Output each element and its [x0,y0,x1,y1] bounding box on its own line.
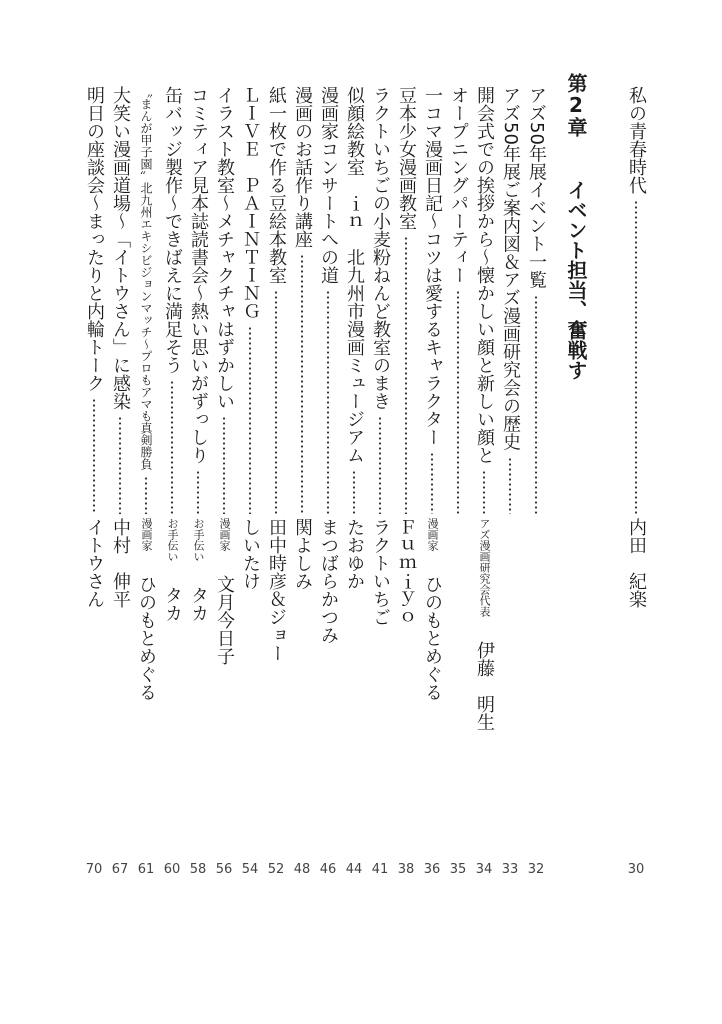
page-number: 38 [397,862,415,877]
page-number: 61 [137,862,155,877]
entry-main [290,86,314,516]
entry-author [316,518,340,644]
entry-author [238,518,262,590]
author-name: タカ [188,586,209,622]
toc-entry [264,86,288,806]
page-number: 41 [371,862,389,877]
author-name: 内田 紀楽 [626,518,647,608]
toc-entry [82,86,106,806]
author-role: アズ漫画研究会代表 [478,518,491,617]
toc-entry [420,86,444,806]
author-name: しいたけ [240,518,261,590]
entry-title: 紙一枚で作る豆絵本教室 [266,86,287,284]
entry-author [368,518,392,626]
entry-main [160,86,184,516]
author-name: たおゆか [344,518,365,590]
entry-main [394,86,418,516]
page-number: 36 [423,862,441,877]
leader-dots [508,457,512,514]
entry-title: イラスト教室～メチャクチャはずかしい [214,86,235,410]
leader-dots [352,470,356,514]
entry-title: 缶バッジ製作～できばえに満足そう [162,86,183,374]
entry-author [624,518,648,608]
leader-dots [534,295,538,514]
leader-dots [456,290,460,514]
entry-title: 漫画家コンサートへの道 [318,86,339,284]
entry-title: オープニングパーティー [448,86,469,284]
entry-main [316,86,340,516]
author-name: 田中時彦＆ジョー [266,518,287,662]
page-number: 56 [215,862,233,877]
entry-author [472,518,496,731]
page-number: 48 [293,862,311,877]
leader-dots [92,398,96,514]
page-number: 33 [501,862,519,877]
leader-dots [274,290,278,514]
entry-main [446,86,470,516]
leader-dots [482,470,486,514]
entry-main [186,86,210,516]
author-name: ラクトいちご [370,518,391,626]
author-name: まつばらかつみ [318,518,339,644]
page-number: 34 [475,862,493,877]
entry-main [472,86,496,516]
entry-main [342,86,366,516]
entry-author [342,518,366,590]
entry-main [420,86,444,516]
entry-title: アズ50年展イベント一覧 [526,86,547,289]
author-name: 文月今日子 [214,575,235,665]
entry-title: 漫画のお話作り講座 [292,86,313,248]
author-role: 漫画家 [140,518,153,551]
page-number: 46 [319,862,337,877]
entry-title: 似顔絵教室 ｉｎ 北九州市漫画ミュージアム [344,86,365,464]
entry-title: 一コマ漫画日記～コツは愛するキャラクター [422,86,443,446]
leader-dots [248,326,252,514]
entry-main [238,86,262,516]
entry-title: 私の青春時代 [626,86,647,194]
leader-dots [300,254,304,514]
chapter-title: イベント担当、奮戦す [564,179,588,380]
entry-main [108,86,132,516]
leader-dots [170,380,174,514]
toc-entry [238,86,262,806]
entry-author [186,518,210,622]
leader-dots [404,236,408,514]
entry-author [82,518,106,608]
entry-main [264,86,288,516]
toc-entry [290,86,314,806]
toc-entry [368,86,392,806]
entry-author [264,518,288,662]
entry-title: アズ50年展ご案内図＆アズ漫画研究会の歴史 [500,86,521,451]
entry-main [498,86,522,516]
leader-dots [634,200,638,514]
entry-author [212,518,236,665]
author-role: お手伝い [192,518,205,562]
entry-title: ＬＩＶＥ ＰＡＩＮＴＩＮＧ [240,86,261,320]
author-role: 漫画家 [426,518,439,551]
toc-entry [342,86,366,806]
entry-main [212,86,236,516]
entry-title: コミティア見本誌読書会～熱い思いがずっしり [188,86,209,464]
author-name: ひのもとめぐる [422,575,443,701]
toc-entry [212,86,236,806]
entry-author [108,518,132,608]
entry-main [82,86,106,516]
toc-entry [472,86,496,806]
entry-main [134,86,158,516]
author-role: お手伝い [166,518,179,562]
leader-dots [430,452,434,514]
author-name: タカ [162,586,183,622]
page-number: 70 [85,862,103,877]
page-number: 58 [189,862,207,877]
toc-entry [524,86,548,806]
page-number: 35 [449,862,467,877]
leader-dots [326,290,330,514]
author-name: 中村 伸平 [110,518,131,608]
leader-dots [144,476,148,514]
author-name: イトウさん [84,518,105,608]
page-number: 52 [267,862,285,877]
author-name: Ｆｕｍｉｙｏ [396,518,417,626]
author-name: ひのもとめぐる [136,575,157,701]
leader-dots [378,416,382,514]
entry-title: ラクトいちごの小麦粉ねんど教室のまき [370,86,391,410]
page-number: 30 [627,862,645,877]
entry-author [290,518,314,590]
toc-entry [160,86,184,806]
leader-dots [222,416,226,514]
entry-title: 大笑い漫画道場～「イトウさん」に感染 [110,86,131,410]
page-number: 67 [111,862,129,877]
author-name: 伊藤 明生 [474,641,495,731]
page-number: 54 [241,862,259,877]
author-role: 漫画家 [218,518,231,551]
chapter-number: 第2章 [564,73,588,137]
page-number: 60 [163,862,181,877]
leader-dots [118,416,122,514]
toc-entry [394,86,418,806]
page-number: 44 [345,862,363,877]
entry-author [420,518,444,701]
toc-entry [446,86,470,806]
toc-entry [624,86,648,806]
entry-author [160,518,184,622]
entry-title: 〝まんが甲子園〟北九州エキシビジョンマッチ～プロもアマも真剣勝負 [139,86,153,470]
author-name: 関よしみ [292,518,313,590]
toc-entry [316,86,340,806]
toc-entry [186,86,210,806]
entry-author [134,518,158,701]
entry-title: 明日の座談会～まったりと内輪トーク [84,86,105,392]
toc-entry [108,86,132,806]
entry-author [394,518,418,626]
page-number: 32 [527,862,545,877]
chapter-heading [563,73,589,380]
toc-entry [498,86,522,806]
toc-entry [134,86,158,806]
entry-main [524,86,548,516]
entry-main [368,86,392,516]
entry-title: 豆本少女漫画教室 [396,86,417,230]
entry-title: 開会式での挨拶から～懐かしい顔と新しい顔と [474,86,495,464]
leader-dots [196,470,200,514]
entry-main [624,86,648,516]
